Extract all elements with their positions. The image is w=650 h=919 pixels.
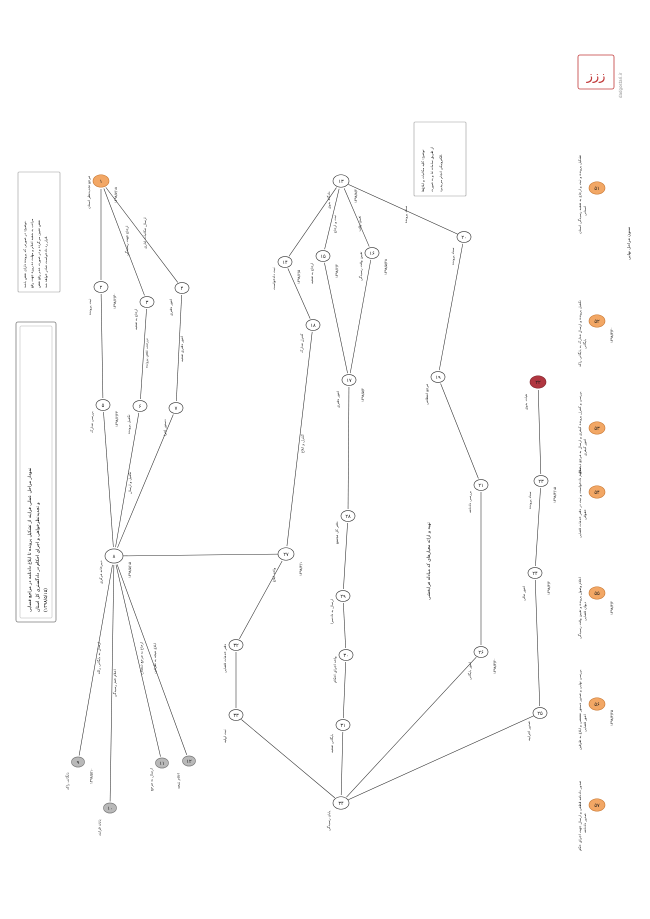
node-n52[interactable] bbox=[582, 315, 614, 349]
edge bbox=[241, 719, 335, 797]
node-date: ۱۳۹۸/۸/۲ bbox=[354, 188, 358, 203]
node-number: ۱۹ bbox=[435, 375, 441, 381]
node-n18[interactable] bbox=[299, 320, 320, 353]
node-n32[interactable] bbox=[223, 640, 243, 673]
node-title: صدور اجراییه bbox=[527, 721, 531, 741]
edge-label: بررسی نقص پرونده bbox=[144, 338, 149, 368]
edge-label: کنترل و ابلاغ bbox=[300, 434, 305, 454]
node-title: بایگانی شعبه bbox=[330, 733, 334, 753]
node-n12[interactable] bbox=[177, 756, 196, 789]
node-n57[interactable] bbox=[583, 799, 605, 833]
node-n19[interactable] bbox=[425, 372, 445, 405]
node-date: ۱۳۹۸/۴/۲ bbox=[547, 580, 551, 595]
edge bbox=[176, 295, 184, 401]
legend-item-note: تکمیل پرونده و ارسال مدارک به بایگانی راکد bbox=[578, 300, 582, 367]
note-left-line-1: مراتب به شعبه اعلام و مهلت ده روزه جهت رفع bbox=[30, 218, 34, 288]
node-title: ارجاع به شعبه bbox=[134, 308, 138, 330]
edge-label: ارجاع جهت رسیدگی bbox=[125, 225, 130, 256]
legend-item-۵۲ bbox=[577, 300, 582, 367]
node-number: ۲۰ bbox=[461, 235, 467, 241]
node-number: ۱۸ bbox=[310, 323, 316, 329]
legend-column-title bbox=[626, 226, 631, 260]
node-number: ۱ bbox=[99, 179, 103, 185]
node-number: ۵۶ bbox=[594, 702, 600, 708]
node-n29[interactable] bbox=[330, 591, 350, 624]
note-left bbox=[18, 172, 60, 292]
title-line-2: (۱۳۹۸/۵/۱۵) bbox=[44, 588, 49, 612]
legend-item-۵۳ bbox=[578, 392, 582, 474]
edge-label: ثبت و ارجاع bbox=[332, 215, 337, 233]
edge bbox=[348, 716, 533, 800]
node-n15[interactable] bbox=[310, 251, 339, 284]
edge bbox=[535, 488, 540, 566]
node-title: امور مالی bbox=[522, 586, 526, 601]
node-number: ۱۱ bbox=[159, 761, 165, 767]
note-tr-line-1: از طریق سامانه ثنا و به صورت bbox=[430, 146, 434, 192]
node-number: ۱۵ bbox=[320, 254, 326, 260]
title-line-0: نمودار مراحل عملی فرایند از تشکیل پرونده تا ابلاغ دادنامه در مراجع قضایی bbox=[28, 467, 33, 612]
edge bbox=[343, 603, 345, 648]
node-title: دبیرخانه مرکزی bbox=[99, 560, 103, 584]
note-left-line-0: توضیح: در صورتی که پرونده دارای نقص باشد، bbox=[23, 220, 27, 288]
edge bbox=[140, 309, 148, 399]
edge bbox=[123, 554, 278, 556]
node-title: امور بایگانی bbox=[468, 662, 472, 680]
node-n17[interactable] bbox=[336, 375, 365, 408]
node-number: ۳ bbox=[145, 300, 149, 306]
node-date: ۱۳۹۸/۶/۲ bbox=[335, 263, 339, 278]
legend-item-note: بررسی نهایی و صدور دستور مقتضی و ابلاغ به طرفین bbox=[578, 669, 582, 750]
edge-label: امور دفتری شعبه bbox=[180, 336, 184, 362]
node-layer bbox=[65, 155, 615, 851]
node-number: ۶ bbox=[138, 404, 142, 410]
node-number: ۸ bbox=[112, 554, 116, 560]
node-title: ثبت اولیه bbox=[223, 729, 227, 743]
note-left-line-3: قرار رد دادخواست صادر خواهد شد. bbox=[44, 235, 48, 288]
node-number: ۲ bbox=[99, 285, 103, 291]
node-date: ۱۳۹۸/۵/۲۸ bbox=[384, 259, 388, 275]
node-number: ۹ bbox=[76, 760, 80, 766]
node-title: امور دفتری bbox=[336, 391, 340, 408]
edge-label: ارسال به بایگانی راکد bbox=[96, 641, 101, 675]
edge-label: اعلام ختم رسیدگی bbox=[112, 669, 117, 698]
node-title: ارسال به دادسرا bbox=[330, 599, 334, 624]
node-n21[interactable] bbox=[468, 480, 488, 513]
node-number: ۱۶ bbox=[369, 251, 375, 257]
node-title: ستاد پرونده bbox=[528, 491, 532, 509]
node-title: دفتر خدمات قضایی bbox=[223, 643, 227, 673]
node-title: دفتر کل مجتمع bbox=[335, 521, 339, 544]
node-n6[interactable] bbox=[127, 401, 147, 434]
node-number: ۱۷ bbox=[346, 378, 352, 384]
edge bbox=[104, 188, 145, 295]
node-n8[interactable] bbox=[99, 549, 132, 584]
logo bbox=[578, 55, 623, 98]
node-number: ۱۴ bbox=[282, 260, 288, 266]
title-line-1: و تجدیدنظرخواهی و اجرای احکام در دادگستری کل استان bbox=[36, 502, 41, 612]
node-title: بایگانی راکد bbox=[65, 772, 70, 790]
node-n31[interactable] bbox=[329, 720, 350, 753]
node-title: امور قضایی bbox=[583, 714, 587, 732]
node-n30[interactable] bbox=[333, 650, 353, 683]
node-title: اعلام نتیجه bbox=[176, 772, 181, 789]
node-date: ۱۳۹۸/۳/۲۰ bbox=[493, 658, 497, 674]
node-title: امور کیفری bbox=[583, 438, 587, 456]
node-title: بررسی دادنامه bbox=[468, 490, 472, 513]
node-number: ۵۴ bbox=[594, 490, 600, 496]
node-number: ۵۷ bbox=[594, 803, 600, 809]
node-n23[interactable] bbox=[528, 476, 557, 509]
edge bbox=[346, 657, 476, 797]
node-number: ۴ bbox=[180, 286, 184, 292]
legend-item-note: صدور دادنامه قطعی و ارسال جهت اجرای حکم bbox=[578, 780, 582, 851]
node-n20[interactable] bbox=[451, 232, 471, 265]
node-n22[interactable] bbox=[524, 376, 546, 410]
node-number: ۱۲ bbox=[186, 759, 192, 765]
node-number: ۲۱ bbox=[478, 483, 484, 489]
node-number: ۲۳ bbox=[538, 479, 544, 485]
node-number: ۲۸ bbox=[345, 514, 351, 520]
node-number: ۵۵ bbox=[594, 591, 600, 597]
legend-title-label: ستون مراحل نهایی bbox=[626, 226, 631, 260]
node-number: ۳۲ bbox=[233, 643, 239, 649]
node-number: ۲۵ bbox=[537, 711, 543, 717]
node-n25[interactable] bbox=[527, 708, 547, 741]
node-date: ۱۳۹۸/۴/۲ bbox=[610, 600, 614, 615]
node-date: ۱۳۹۸/۴/۲۵ bbox=[610, 710, 614, 726]
title-box bbox=[16, 322, 56, 622]
node-title: پایان فرایند bbox=[97, 819, 102, 836]
node-date: ۱۳۹۸/۴/۱۵ bbox=[553, 487, 557, 503]
node-n55[interactable] bbox=[583, 587, 614, 621]
edge bbox=[348, 387, 349, 509]
node-number: ۷ bbox=[174, 406, 178, 412]
edge bbox=[79, 565, 112, 756]
node-number: ۵۱ bbox=[594, 186, 600, 192]
node-n26[interactable] bbox=[467, 647, 497, 680]
edge-label: ارسال مکاتبات اداری bbox=[142, 217, 147, 249]
edge bbox=[287, 332, 312, 546]
edge bbox=[535, 580, 540, 706]
edge-label: ارجاع به مرجع ذیصلاح bbox=[139, 641, 144, 675]
edge bbox=[538, 390, 541, 474]
node-title: مرجع تجدیدنظر استان bbox=[87, 175, 91, 209]
node-title: کنترل مدارک bbox=[300, 333, 304, 353]
node-title: ثبت پرونده bbox=[88, 298, 92, 315]
node-title: تعیین وقت رسیدگی bbox=[359, 251, 363, 281]
node-title: صدور دادنامه bbox=[583, 813, 587, 833]
node-title: بایگانی bbox=[583, 338, 587, 349]
edge bbox=[324, 263, 347, 373]
node-date: ۱۳۹۸/۶/۲۴ bbox=[115, 411, 119, 427]
node-n14[interactable] bbox=[272, 257, 301, 290]
edge bbox=[110, 565, 118, 802]
node-number: ۳۴ bbox=[338, 801, 344, 807]
legend-item-۵۶ bbox=[578, 670, 582, 750]
node-date: ۱۳۹۸/۵/۱۵ bbox=[128, 562, 132, 578]
node-number: ۱۰ bbox=[107, 806, 113, 812]
note-tr-line-0: توضیح: کلیه مکاتبات و ابلاغ‌ها bbox=[421, 149, 425, 192]
node-n13[interactable] bbox=[326, 175, 358, 209]
node-number: ۳۰ bbox=[343, 653, 349, 659]
node-title: مرجع انتظامی bbox=[425, 383, 429, 405]
node-n53[interactable] bbox=[583, 422, 605, 456]
note-left-line-2: نقص تعیین می‌گردد و در صورت عدم رفع نقص bbox=[37, 220, 41, 288]
legend-item-۵۷ bbox=[578, 781, 582, 851]
node-n16[interactable] bbox=[358, 248, 388, 281]
node-date: ۱۳۹۸/۶/۵ bbox=[297, 269, 301, 284]
node-title: بررسی مدارک bbox=[90, 411, 94, 433]
edge bbox=[101, 294, 103, 398]
edge bbox=[343, 662, 345, 718]
node-date: ۱۳۹۸/۳/۲۰ bbox=[610, 327, 614, 343]
node-n1[interactable] bbox=[87, 175, 118, 209]
edge bbox=[343, 523, 347, 589]
node-number: ۲۲ bbox=[535, 380, 541, 386]
legend-item-۵۴ bbox=[578, 468, 582, 538]
note-center-line-0: تهیه و ارائه معیارهای کد مبادله فرابخشی bbox=[427, 522, 432, 600]
node-date: ۱۳۹۸/۵/۲ bbox=[361, 387, 365, 402]
logo-caption: dadgostari.ir bbox=[618, 72, 623, 98]
edge-label: تعیین وقت bbox=[357, 215, 362, 232]
legend-item-note: اعلام وصول پرونده و تعیین وقت رسیدگی bbox=[578, 577, 582, 639]
node-number: ۲۴ bbox=[532, 571, 538, 577]
legend-item-note: تشکیل پرونده و ثبت و ارجاع به شعبه رسیدگی استان bbox=[578, 155, 582, 234]
node-date: ۱۳۹۸/۵/۱۰ bbox=[89, 768, 94, 784]
node-n24[interactable] bbox=[522, 568, 551, 601]
logo-mark: ززز bbox=[586, 69, 606, 84]
node-n4[interactable] bbox=[169, 283, 189, 316]
node-date: ۱۳۹۸/۷/۱۸ bbox=[114, 187, 118, 203]
node-title: امور دفتری bbox=[169, 299, 173, 316]
node-title: ثبت دادخواست bbox=[272, 267, 276, 290]
node-number: ۵ bbox=[101, 403, 105, 409]
edge bbox=[104, 412, 114, 547]
edge-label: ستاد پرونده bbox=[403, 205, 408, 224]
legend-item-note: بررسی و کنترل پرونده کیفری و ارسال به مرجع ذیصلاح bbox=[578, 391, 582, 474]
node-n33[interactable] bbox=[223, 710, 243, 743]
edge bbox=[341, 732, 343, 795]
node-n51[interactable] bbox=[583, 182, 605, 216]
node-title: واحد اجرای احکام bbox=[333, 656, 337, 683]
edge bbox=[117, 564, 187, 754]
node-title: استانی bbox=[583, 205, 587, 216]
node-number: ۵۲ bbox=[594, 319, 600, 325]
node-n2[interactable] bbox=[88, 282, 117, 315]
note-center bbox=[426, 522, 432, 600]
node-title: ارجاع به شعبه bbox=[310, 262, 314, 284]
node-n7[interactable] bbox=[163, 403, 183, 436]
note-tr-line-2: الکترونیکی انجام می‌پذیرد. bbox=[439, 153, 443, 192]
node-number: ۲۶ bbox=[478, 650, 484, 656]
note-top-right bbox=[414, 122, 466, 196]
node-n34[interactable] bbox=[326, 797, 349, 831]
node-title: پایان رسیدگی bbox=[327, 810, 331, 831]
node-title: حقوقی bbox=[583, 509, 587, 520]
node-n11[interactable] bbox=[150, 758, 169, 791]
node-title: ارسال به مرجع bbox=[149, 768, 154, 791]
node-date: ۱۳۹۸/۶/۳۰ bbox=[113, 293, 117, 309]
node-n56[interactable] bbox=[583, 698, 614, 732]
node-number: ۳۳ bbox=[233, 713, 239, 719]
legend-item-note: تنظیم دادخواست و ثبت در دفتر خدمات قضایی bbox=[578, 468, 582, 538]
node-date: ۱۳۹۸/۴/۱ bbox=[299, 561, 303, 576]
node-title: دیوان قضایی bbox=[583, 601, 587, 621]
edge bbox=[441, 384, 479, 479]
node-number: ۱۳ bbox=[338, 179, 344, 185]
node-title: ستاد پرونده bbox=[451, 247, 455, 265]
edge-label: ابلاغ نتیجه به طرفین bbox=[152, 643, 157, 674]
node-n54[interactable] bbox=[583, 486, 605, 520]
node-title: تکمیل پرونده bbox=[127, 414, 131, 434]
node-n10[interactable] bbox=[98, 803, 117, 836]
node-n9[interactable] bbox=[65, 757, 94, 790]
edge-label: تکمیل و ارسال bbox=[128, 471, 133, 495]
node-title: دادگاه بدوی bbox=[327, 191, 331, 209]
node-number: ۵۳ bbox=[594, 426, 600, 432]
node-number: ۲۹ bbox=[340, 594, 346, 600]
node-n27[interactable] bbox=[272, 548, 303, 582]
node-n3[interactable] bbox=[134, 297, 154, 330]
node-title: هیات بدوی bbox=[524, 393, 528, 410]
node-number: ۲۷ bbox=[283, 552, 289, 558]
node-title: دستور اجرا bbox=[163, 419, 167, 436]
legend-item-۵۱ bbox=[577, 155, 582, 234]
node-title: واحد ابلاغ bbox=[272, 567, 276, 582]
node-n28[interactable] bbox=[335, 511, 355, 544]
node-number: ۳۱ bbox=[340, 723, 346, 729]
